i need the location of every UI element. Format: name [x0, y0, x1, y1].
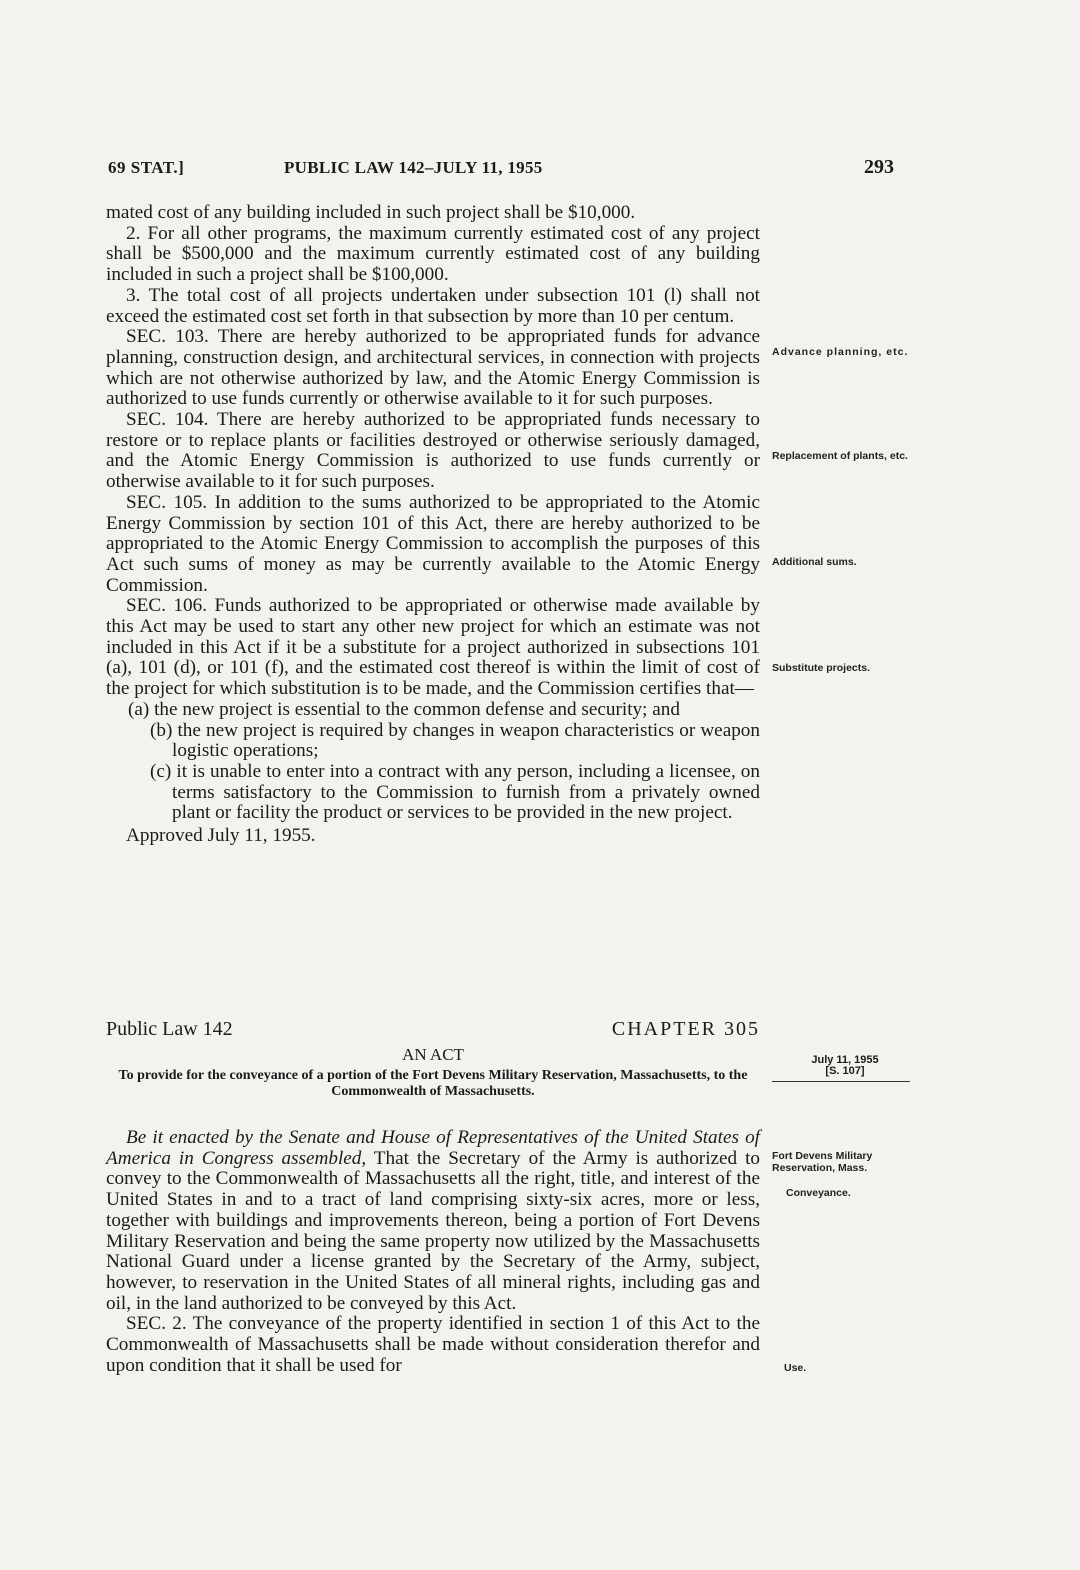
approval-line: Approved July 11, 1955.: [126, 825, 316, 847]
bill-number: [S. 107]: [825, 1065, 865, 1077]
section-text: There are hereby authorized to be appropriated funds necessary to restore or to replace plants or facilities destroyed or otherwise seriously damaged, and the Atomic Energy Commission is authorized to use funds currently or otherwise available to it for such purposes.: [106, 409, 760, 493]
subsection-a: (a) the new project is essential to the common defense and security; and: [128, 698, 680, 720]
section-label: SEC. 105.: [126, 491, 208, 513]
volume-reference: 69 STAT.]: [108, 158, 185, 177]
margin-rule: [772, 1081, 910, 1082]
law-title: PUBLIC LAW 142–JULY 11, 1955: [284, 158, 543, 177]
section-label: SEC. 2.: [126, 1313, 187, 1335]
margin-note-additional-sums: Additional sums.: [772, 556, 857, 568]
section-104: [106, 410, 760, 493]
margin-note-replacement: Replacement of plants, etc.: [772, 450, 908, 462]
subsection-b: (b) the new project is required by changes in weapon characteristics or weapon logistic operations;: [150, 719, 760, 762]
section-text: Funds authorized to be appropriated or otherwise made available by this Act may be used to start any other new project for which an estimate was not included in this Act if it be a substitute for a project authorized in subsections 101 (a), 101 (d), or 101 (f), and the estimated cost thereof is within the limit of cost of the project for which substitution is to be made, and the Commission certifies that—: [106, 595, 760, 700]
paragraph-item-2: 2. For all other programs, the maximum currently estimated cost of any project shall be $500,000 and the maximum currently estimated cost of any building included in such a project shall be $100,000.: [106, 222, 760, 286]
section-2: [106, 1314, 760, 1376]
margin-note-use: Use.: [784, 1362, 807, 1374]
section-label: SEC. 106.: [126, 595, 208, 617]
section-text: That the Secretary of the Army is authorized to convey to the Commonwealth of Massachusetts all the right, title, and interest of the United States in and to a tract of land comprising sixty-six acres, more or less, together with buildings and improvements thereon, being a portion of Fort Devens Military Reservation and being the same property now utilized by the Massachusetts National Guard under a license granted by the Secretary of the Army, subject, however, to reservation in the United States of all mineral rights, including gas and oil, in the land authorized to be conveyed by this Act.: [106, 1147, 760, 1314]
section-text: In addition to the sums authorized to be appropriated to the Atomic Energy Commission by section 101 of this Act, there are hereby authorized to be appropriated to the Atomic Energy Commission to accomplish the purposes of this Act such sums of money as may be currently available to the Atomic Energy Commission.: [106, 491, 760, 596]
chapter-heading: [106, 1018, 760, 1042]
enacting-clause: Be it enacted by the Senate and House of Representatives of the United States of America in Congress assembled,: [106, 1127, 760, 1169]
section-106: [106, 596, 760, 700]
margin-note-substitute-projects: Substitute projects.: [772, 662, 871, 674]
enactment-date: July 11, 1955: [811, 1054, 879, 1066]
page-number: 293: [864, 156, 894, 178]
margin-note-conveyance: Conveyance.: [786, 1187, 851, 1199]
section-103: [106, 327, 760, 410]
margin-note-advance-planning: Advance planning, etc.: [772, 346, 909, 358]
section-label: SEC. 104.: [126, 409, 209, 431]
margin-note-date: [782, 1055, 908, 1077]
section-text: There are hereby authorized to be appropriated funds for advance planning, construction design, and architectural services, in connection with projects which are not otherwise authorized by law, and the Atomic Energy Commission is authorized to use funds currently or otherwise available to it for such purposes.: [106, 326, 760, 410]
chapter-number: CHAPTER 305: [611, 1018, 760, 1040]
paragraph-continuation: mated cost of any building included in such project shall be $10,000.: [106, 202, 636, 223]
public-law-number: Public Law 142: [106, 1018, 233, 1040]
section-text: The conveyance of the property identified in section 1 of this Act to the Commonwealth of Massachusetts shall be made without consideration therefor and upon condition that it shall be used for: [106, 1313, 760, 1376]
section-1: [106, 1128, 760, 1314]
body-text-upper: [106, 203, 760, 847]
section-105: [106, 493, 760, 597]
running-header: [108, 158, 894, 186]
margin-note-fort-devens: Fort Devens Military Reservation, Mass.: [772, 1150, 873, 1174]
body-text-lower: [106, 1128, 760, 1376]
section-label: SEC. 103.: [126, 326, 209, 348]
paragraph-item-3: 3. The total cost of all projects undertaken under subsection 101 (l) shall not exceed the estimated cost set forth in that subsection by more than 10 per centum.: [106, 284, 760, 327]
subsection-c: (c) it is unable to enter into a contract with any person, including a licensee, on terms satisfactory to the Commission to furnish from a privately owned plant or facility the product or services to be provided in the new project.: [150, 760, 760, 824]
act-purpose: To provide for the conveyance of a portion of the Fort Devens Military Reservation, Massachusetts, to the Commonwealth of Massachusetts.: [118, 1068, 748, 1099]
an-act-heading: AN ACT: [402, 1045, 464, 1064]
